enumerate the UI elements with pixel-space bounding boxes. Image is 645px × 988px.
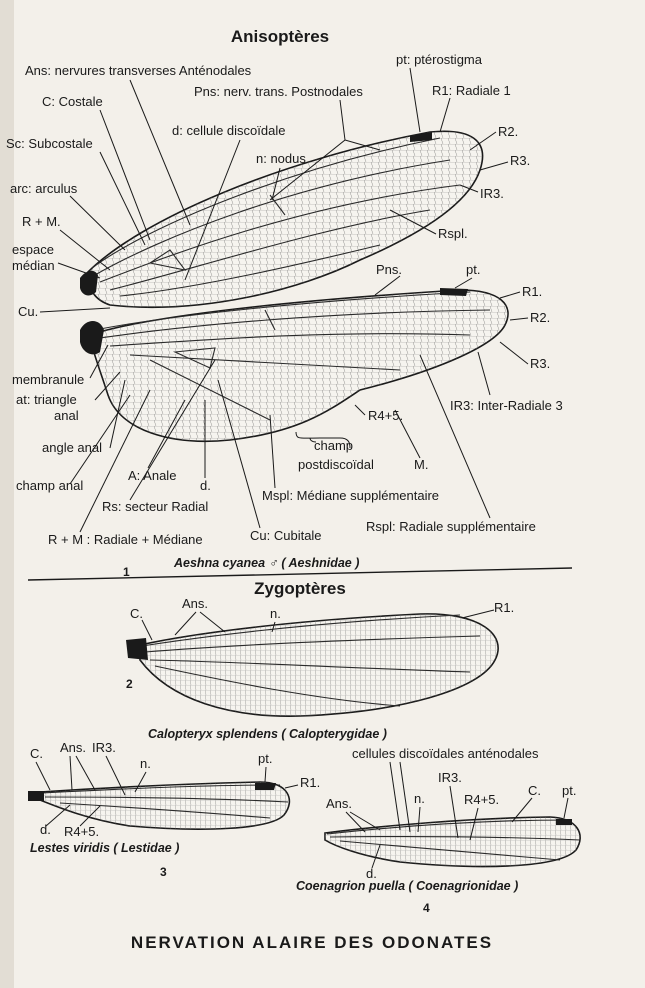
- fig1-label-membranule: membranule: [12, 372, 85, 387]
- fig1-label-r45: R4+5.: [368, 408, 404, 423]
- fig1-label-r1: R1: Radiale 1: [432, 83, 511, 98]
- fig1-label-espace: espace: [12, 242, 54, 257]
- fig1-label-c: C: Costale: [42, 94, 103, 109]
- fig3-label-pt: pt.: [258, 751, 273, 766]
- fig4-label-ans: Ans.: [326, 796, 353, 811]
- fig1-label-r3b: R3.: [530, 356, 551, 371]
- fig1-species: Aeshna cyanea ♂ ( Aeshnidae ): [174, 556, 360, 570]
- footer-title: NERVATION ALAIRE DES ODONATES: [130, 933, 494, 952]
- fig1-label-a: A: Anale: [128, 468, 177, 483]
- fig1-label-m: M.: [414, 457, 429, 472]
- fig1-label-d2: d.: [200, 478, 211, 493]
- fig1-label-champanal: champ anal: [16, 478, 84, 493]
- fig1-label-rmfull: R + M : Radiale + Médiane: [48, 532, 203, 547]
- fig1-label-at: at: triangle: [16, 392, 77, 407]
- fig2-label-c: C.: [130, 606, 143, 621]
- lestes-wing: [28, 782, 289, 829]
- fig1-label-n: n: nodus: [256, 151, 306, 166]
- fig1-label-d: d: cellule discoïdale: [172, 123, 286, 138]
- fig1-label-pt: pt: ptérostigma: [396, 52, 482, 67]
- fig4-number: 4: [423, 901, 430, 915]
- fig2-label-n: n.: [270, 606, 281, 621]
- fig1-heading: Anisoptères: [230, 27, 330, 46]
- fig1-label-cu2: Cu: Cubitale: [250, 528, 322, 543]
- fig1-label-r1b: R1.: [522, 284, 543, 299]
- fig1-label-ir3: IR3.: [480, 186, 504, 201]
- fig3-label-c: C.: [30, 746, 43, 761]
- fig3-label-ans: Ans.: [60, 740, 87, 755]
- fig4-label-ir3: IR3.: [438, 770, 462, 785]
- fig1-label-r3: R3.: [510, 153, 531, 168]
- fig3-label-r45: R4+5.: [64, 824, 100, 839]
- fig3-number: 3: [160, 865, 167, 879]
- fig2-label-r1: R1.: [494, 600, 515, 615]
- fig4-label-n: n.: [414, 791, 425, 806]
- calopteryx-wing: [126, 614, 498, 716]
- fig3-species: Lestes viridis ( Lestidae ): [30, 841, 180, 855]
- fig1-label-pns2: Pns.: [376, 262, 403, 277]
- fig1-label-rsplfull: Rspl: Radiale supplémentaire: [366, 519, 536, 534]
- fig1-label-median: médian: [12, 258, 55, 273]
- fig1-label-ans: Ans: nervures transverses Anténodales: [25, 63, 252, 78]
- fig1-label-r2: R2.: [498, 124, 519, 139]
- fig1-label-rspl: Rspl.: [438, 226, 468, 241]
- fig1-label-mspl: Mspl: Médiane supplémentaire: [262, 488, 440, 503]
- fig1-number: 1: [123, 565, 130, 579]
- fig1-label-sc: Sc: Subcostale: [6, 136, 93, 151]
- fig2-number: 2: [126, 677, 133, 691]
- fig2-species: Calopteryx splendens ( Calopterygidae ): [148, 727, 387, 741]
- fig4-label-r45: R4+5.: [464, 792, 500, 807]
- fig3-label-n: n.: [140, 756, 151, 771]
- fig3-label-ir3: IR3.: [92, 740, 116, 755]
- fig3-label-d: d.: [40, 822, 51, 837]
- fig1-label-angle: angle anal: [42, 440, 102, 455]
- fig1-label-anal: anal: [54, 408, 79, 423]
- fig1-label-pns: Pns: nerv. trans. Postnodales: [194, 84, 363, 99]
- fig1-label-pt2: pt.: [466, 262, 481, 277]
- fig4-species: Coenagrion puella ( Coenagrionidae ): [296, 879, 519, 893]
- fig4-label-c: C.: [528, 783, 541, 798]
- fig1-label-r2b: R2.: [530, 310, 551, 325]
- fig4-label-pt: pt.: [562, 783, 577, 798]
- coenagrion-wing: [325, 817, 580, 866]
- fig1-label-cu: Cu.: [18, 304, 39, 319]
- fig4-label-d: d.: [366, 866, 377, 881]
- fig3-label-r1: R1.: [300, 775, 321, 790]
- aeshna-hindwing: [80, 288, 508, 441]
- fig1-label-arc: arc: arculus: [10, 181, 78, 196]
- fig1-label-ir3b: IR3: Inter-Radiale 3: [450, 398, 563, 413]
- fig2-heading: Zygoptères: [254, 579, 346, 598]
- fig1-label-champ: champ: [314, 438, 354, 453]
- fig1-label-postdisc: postdiscoïdal: [298, 457, 374, 472]
- fig1-label-rm: R + M.: [22, 214, 61, 229]
- fig2-label-ans: Ans.: [182, 596, 209, 611]
- fig1-label-rs: Rs: secteur Radial: [102, 499, 209, 514]
- fig4-label-cellules: cellules discoïdales anténodales: [352, 746, 539, 761]
